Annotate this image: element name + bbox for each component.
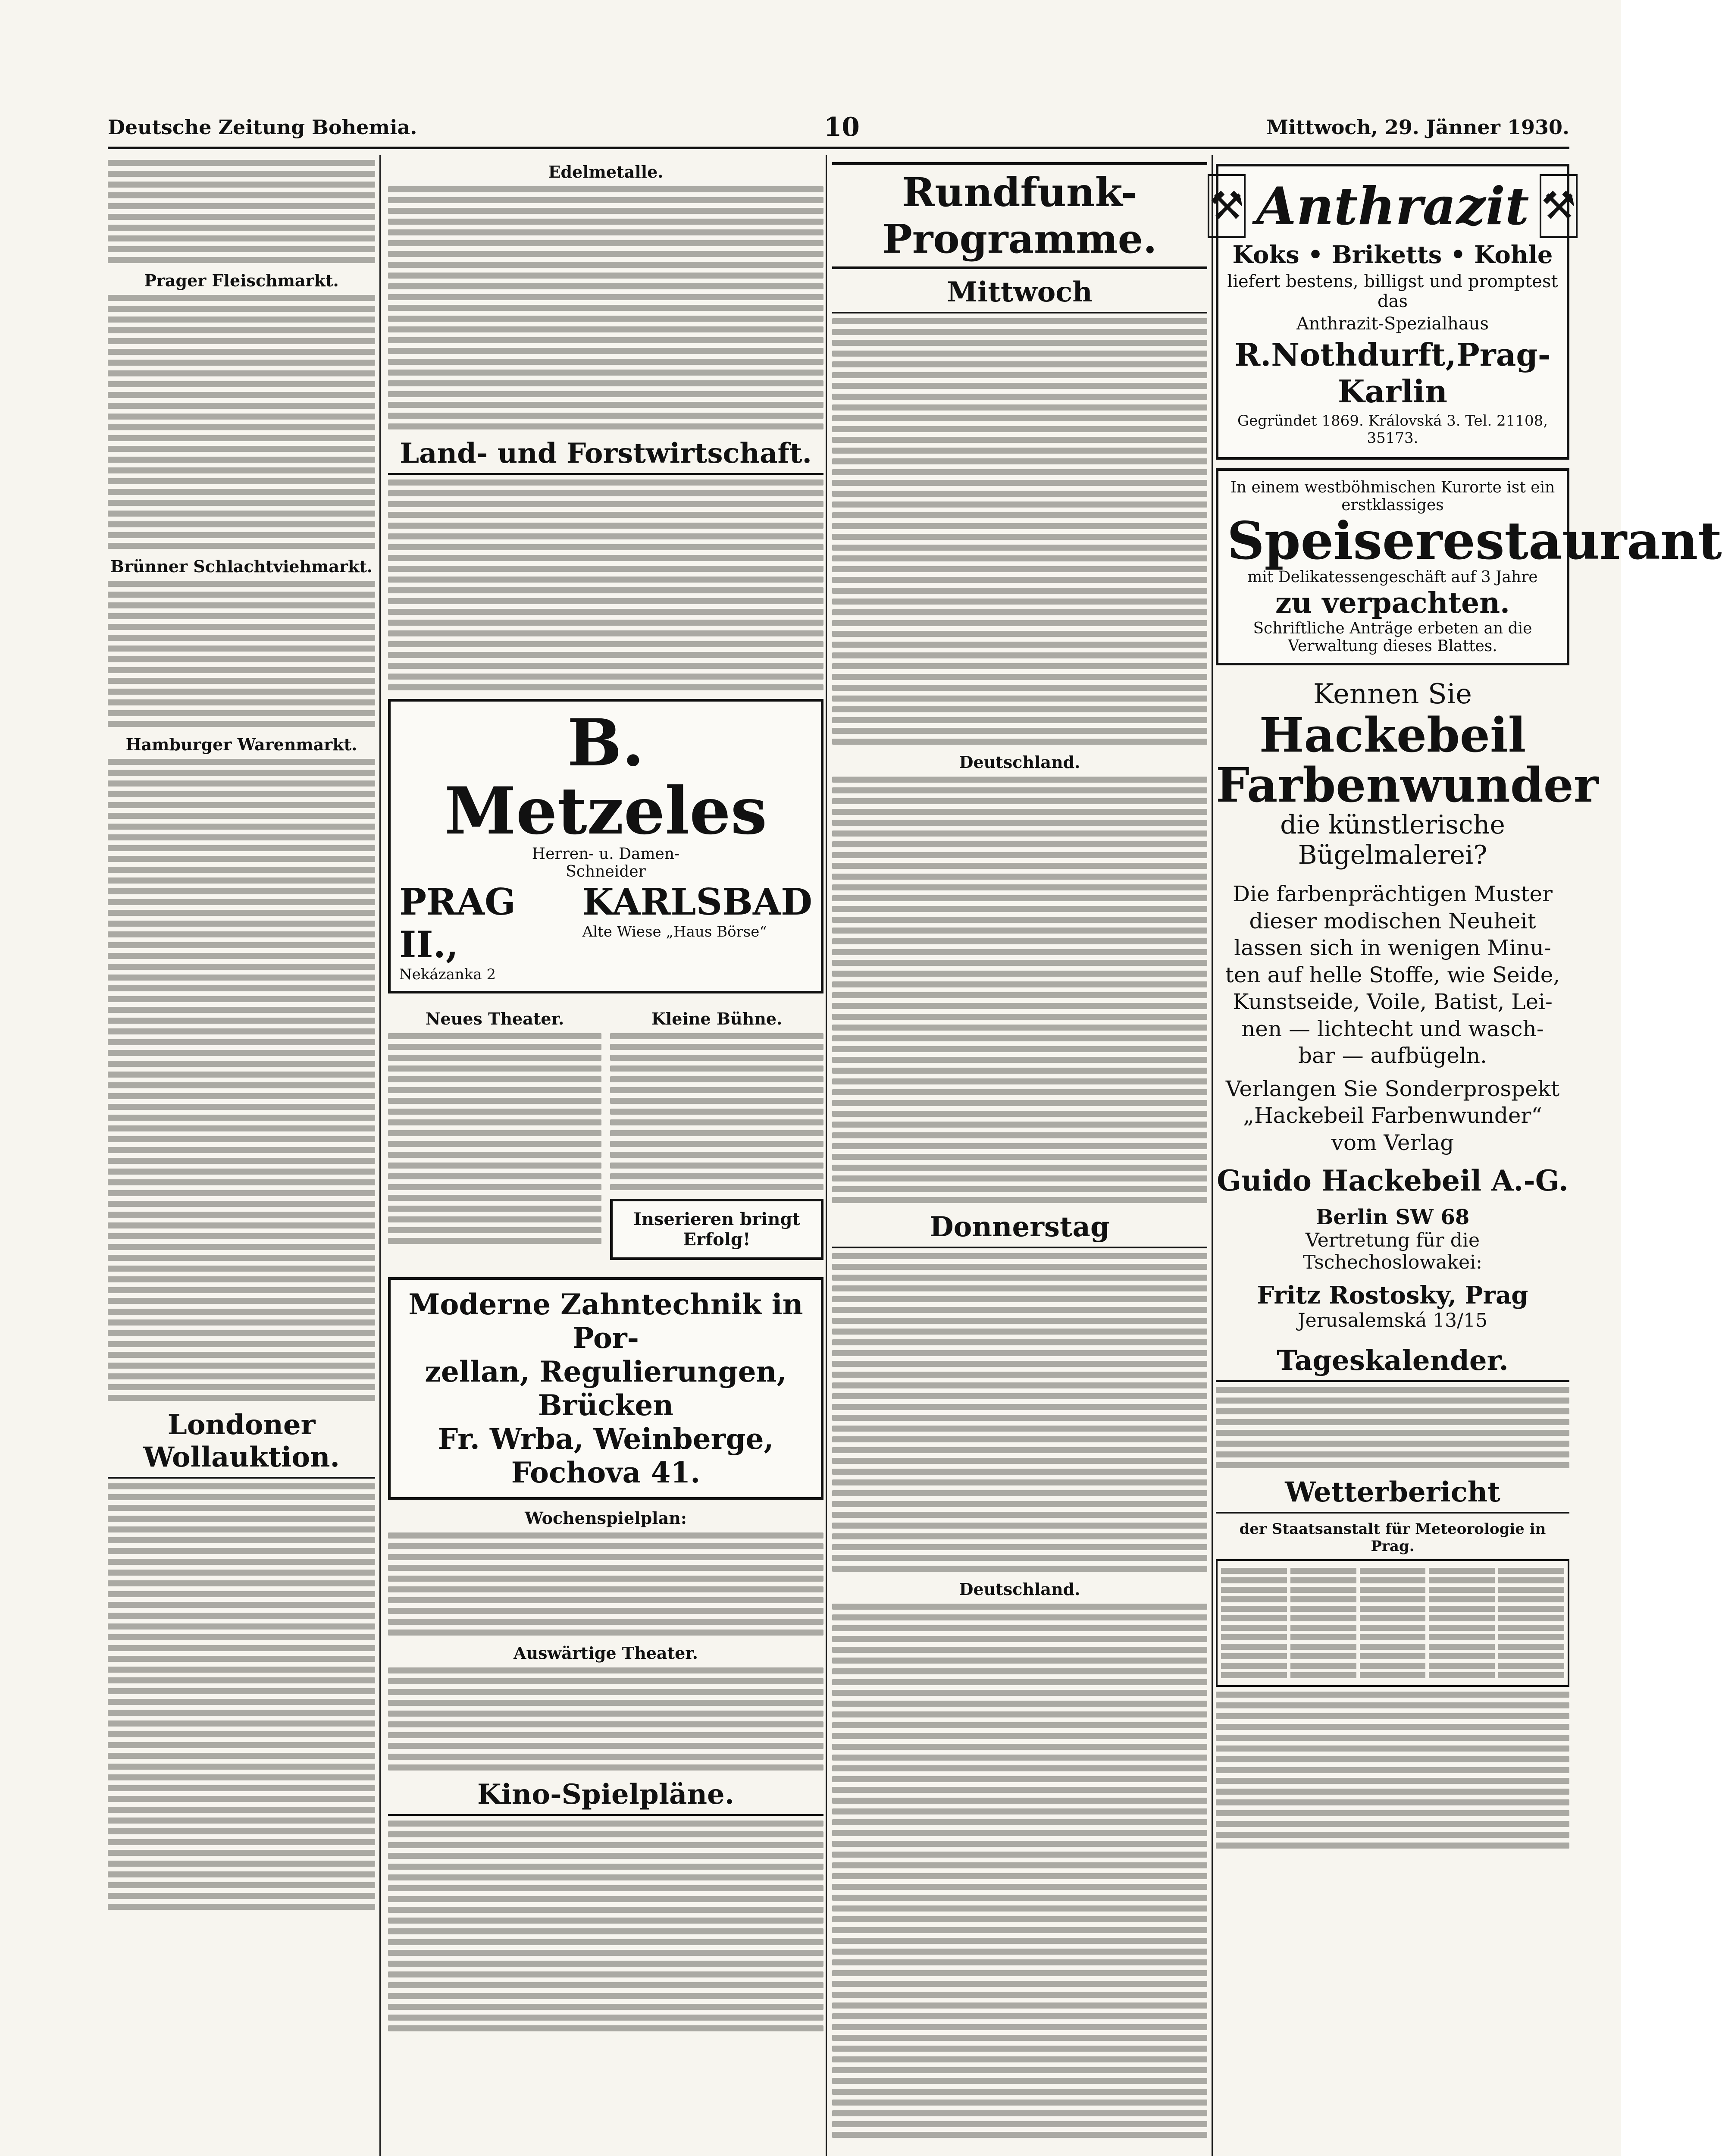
text-block <box>832 1604 1207 2138</box>
masthead <box>108 108 1569 149</box>
text-block <box>1216 1387 1569 1468</box>
issue-date: Mittwoch, 29. Jänner 1930. <box>1266 116 1569 139</box>
section-heading: Tageskalender. <box>1216 1344 1569 1382</box>
weather-table <box>1216 1559 1569 1687</box>
column-divider <box>379 155 381 2156</box>
section-heading: Kino-Spielpläne. <box>388 1778 823 1816</box>
ad-zahntechnik: Moderne Zahntechnik in Por- zellan, Regulierungen, Brücken Fr. Wrba, Weinberge, Fochova 41. <box>388 1277 823 1500</box>
column-4 <box>1209 155 1722 2156</box>
section-heading-radio: Rundfunk-Programme. <box>832 162 1207 269</box>
section-heading: Mittwoch <box>832 276 1207 313</box>
text-block <box>388 1667 823 1771</box>
text-block <box>388 186 823 429</box>
section-heading: Deutschland. <box>959 752 1080 772</box>
page-number: 10 <box>823 112 860 142</box>
section-heading: Edelmetalle. <box>548 162 664 182</box>
ad-anthrazit: ⚒ Anthrazit ⚒ Koks • Briketts • Kohle liefert bestens, billigst und promptest das Anthrazit-Spezialhaus R.Nothdurft,Prag-Karlin Gegründet 1869. Královská 3. Tel. 21108, 35173. <box>1216 164 1569 460</box>
section-heading: Deutschland. <box>959 1579 1080 1599</box>
column-1 <box>108 155 375 2156</box>
text-block <box>388 1033 601 1244</box>
text-block <box>388 1821 823 2031</box>
section-heading: Brünner Schlachtviehmarkt. <box>110 557 373 576</box>
hammer-icon: ⚒ <box>1208 174 1246 238</box>
ad-title: B. Metzeles <box>444 705 767 849</box>
ad-metzeles: B. Metzeles Herren- u. Damen- Schneider PRAG II., Nekázanka 2 KARLSBAD Alte Wiese „Haus Börse“ <box>388 699 823 993</box>
section-heading: Auswärtige Theater. <box>513 1643 698 1663</box>
section-heading: Londoner Wollauktion. <box>108 1409 375 1479</box>
text-block <box>108 160 375 263</box>
ad-hackebeil: Kennen Sie Hackebeil Farbenwunder die künstlerische Bügelmalerei? Die farbenprächtigen Muster dieser modischen Neuheit lassen sich in wenigen Minu- ten auf helle Stoffe, wie Seide, Kunstseide, Voile, Batist, Lei- nen — lichtecht und wasch- bar — aufbügeln. Verlangen Sie Sonderprospekt „Hackebeil Farbenwunder“ vom Verlag Guido Hackebeil A.-G. Berlin SW 68 Vertretung für die Tschechoslowakei: Fritz Rostosky, Prag Jerusalemská 13/15 <box>1216 678 1599 1332</box>
column-3 <box>832 155 1207 2156</box>
column-divider <box>1212 155 1213 2156</box>
ad-speiserestaurant: In einem westböhmischen Kurorte ist ein erstklassiges Speiserestaurant mit Delikatessengeschäft auf 3 Jahre zu verpachten. Schriftliche Anträge erbeten an die Verwaltung dieses Blattes. <box>1216 468 1569 665</box>
section-heading: Donnerstag <box>832 1211 1207 1248</box>
text-block <box>108 581 375 727</box>
section-heading: Wetterbericht <box>1216 1476 1569 1514</box>
section-heading: Hamburger Warenmarkt. <box>125 735 357 754</box>
ad-inserieren: Inserieren bringt Erfolg! <box>610 1199 823 1260</box>
text-block <box>108 295 375 549</box>
text-block <box>388 479 823 690</box>
text-block <box>832 777 1207 1203</box>
text-block <box>832 318 1207 745</box>
paper-name: Deutsche Zeitung Bohemia. <box>108 116 417 139</box>
section-heading: Wochenspielplan: <box>525 1508 687 1528</box>
text-block <box>832 1253 1207 1572</box>
section-heading: Prager Fleischmarkt. <box>144 271 339 290</box>
text-block <box>610 1033 823 1190</box>
column-2 <box>388 155 823 2156</box>
text-block <box>1216 1692 1569 1849</box>
section-subheading: der Staatsanstalt für Meteorologie in Prag. <box>1239 1520 1546 1555</box>
text-block <box>108 1483 375 1910</box>
section-heading: Land- und Forstwirtschaft. <box>388 437 823 475</box>
hammer-icon: ⚒ <box>1540 174 1578 238</box>
section-heading: Neues Theater. <box>425 1009 564 1028</box>
text-block <box>108 759 375 1401</box>
text-block <box>388 1532 823 1636</box>
section-heading: Kleine Bühne. <box>651 1009 783 1028</box>
column-divider <box>826 155 827 2156</box>
